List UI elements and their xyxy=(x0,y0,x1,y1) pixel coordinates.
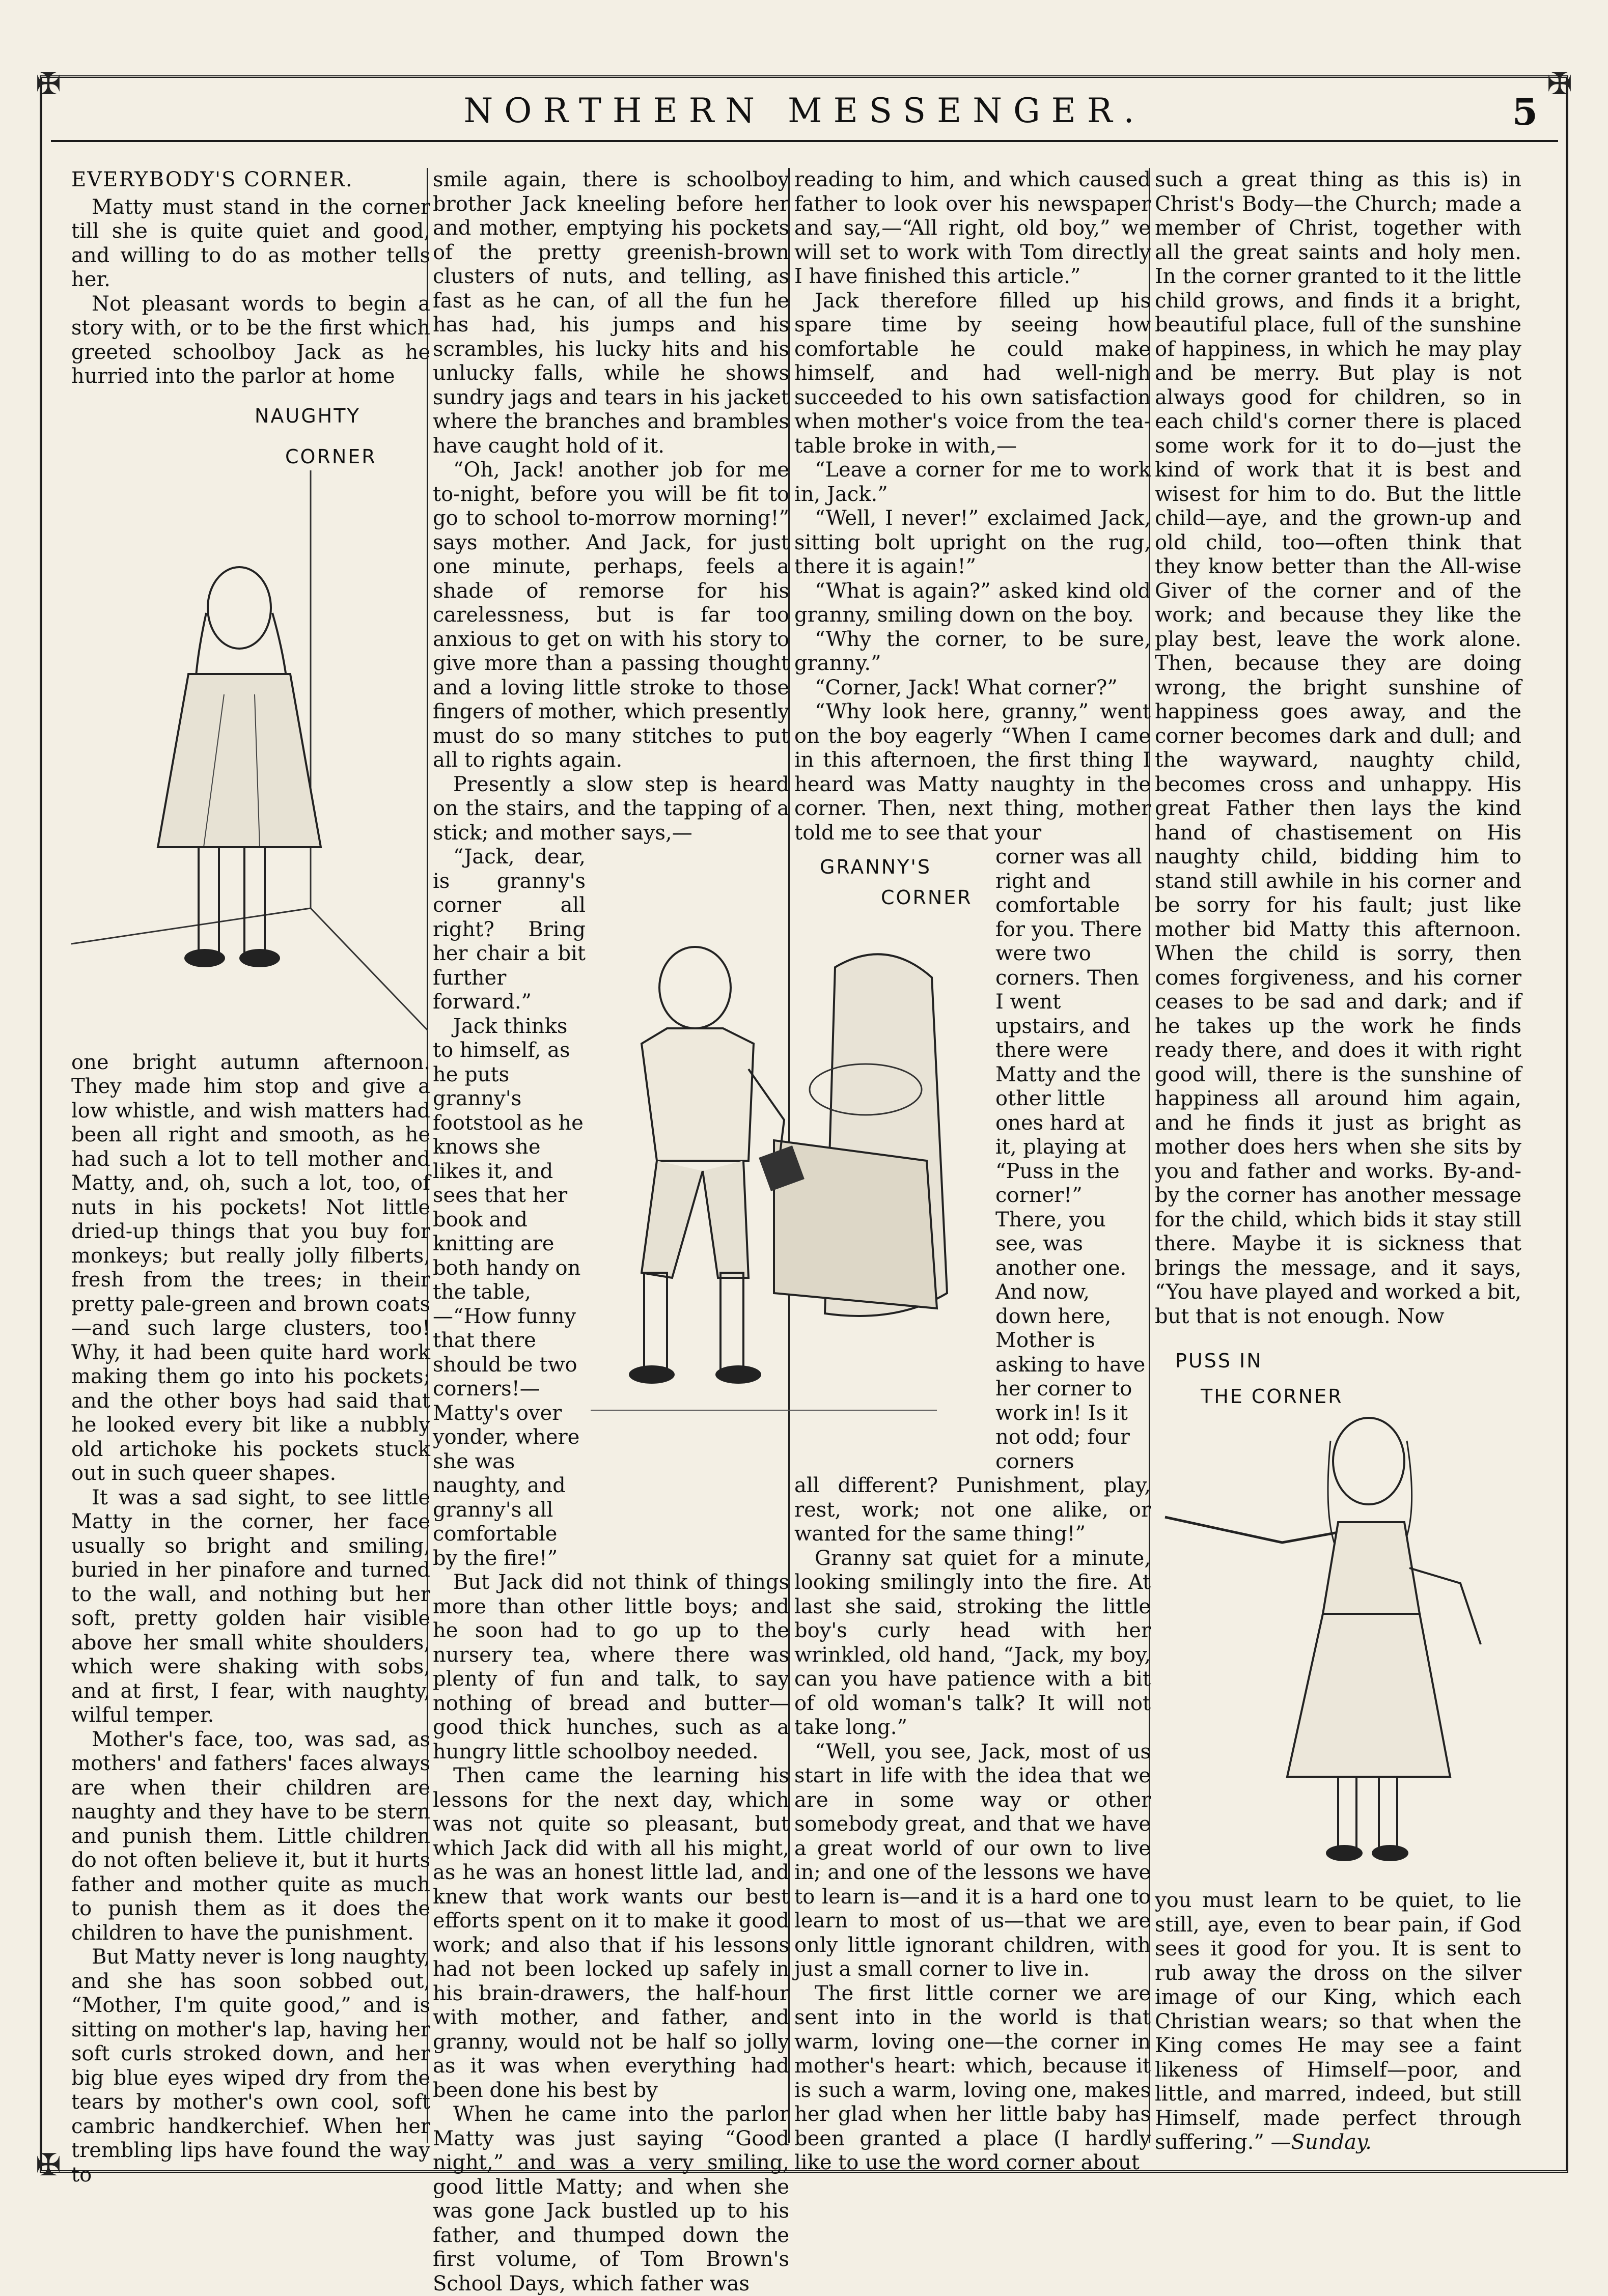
attribution: —Sunday. xyxy=(1270,2131,1372,2154)
paragraph: Jack therefore filled up his spare time by seeing how comfortable he could make himself, and had well-nigh succeeded to his own satisfaction when mother's voice from the tea-table broke in with,— xyxy=(794,289,1151,458)
paragraph: “What is again?” asked kind old granny, smiling down on the boy. xyxy=(794,579,1151,627)
corner-ornament-icon: ✠ xyxy=(35,66,62,102)
closing-text: you must learn to be quiet, to lie still, aye, even to bear pain, if God sees it good for you. It is sent to rub away the dross on the silver image of our King, which each Christian wears; so that when the King comes He may see a faint likeness of Himself—poor, and little, and marred, indeed, but still Himself, made perfect through suffering.” xyxy=(1155,1889,1521,2154)
paragraph: “Well, you see, Jack, most of us start in life with the idea that we are in some way or other somebody great, and that we have a great world of our own to live in; and one of the lessons we have to learn is—and it is a hard one to learn to most of us—that we are only little ignorant children, with just a small corner to live in. xyxy=(794,1740,1151,1981)
paragraph: “Well, I never!” exclaimed Jack, sitting bolt upright on the rug, there it is again!” xyxy=(794,507,1151,578)
column-2 xyxy=(433,168,789,2295)
column-1 xyxy=(71,168,430,2187)
paragraph: Not pleasant words to begin a story with, or to be the first which greeted schoolboy Jack as he hurried into the parlor at home xyxy=(71,292,430,388)
illustration-caption: CORNER xyxy=(285,445,377,468)
girl-playing-drawing xyxy=(1155,1329,1521,1889)
paragraph: “Oh, Jack! another job for me to-night, before you will be fit to go to school to-morrow morning!” says mother. And Jack, for just one minute, perhaps, feels a shade of remorse for his carelessness, but is far too anxious to get on with his story to give more than a passing thought and a loving little stroke to those fingers of mother, which presently must do so many stitches to put all to rights again. xyxy=(433,458,789,772)
illustration-caption: GRANNY'S xyxy=(820,856,931,878)
paragraph: Mother's face, too, was sad, as mothers' and fathers' faces always are when their children are naughty and they have to be stern and punish them. Little children do not often believe it, but it hurts father and mother quite as much to punish them as it does the children to have the punishment. xyxy=(71,1727,430,1945)
illustration-caption: NAUGHTY xyxy=(255,404,361,427)
article-title: EVERYBODY'S CORNER. xyxy=(71,168,353,191)
paragraph: Then came the learning his lessons for the next day, which was not quite so pleasant, but which Jack did with all his might, as he was an honest little lad, and knew that work wants our best efforts spent on it to make it good work; and also that if his lessons had not been locked up safely in his brain-drawers, the half-hour with mother, and father, and granny, would not be half so jolly as it was when everything had been done his best by xyxy=(433,1764,789,2102)
paragraph: reading to him, and which caused father to look over his newspaper and say,—“All right, old boy,” we will set to work with Tom directly I have finished this article.” xyxy=(794,168,1151,288)
paragraph xyxy=(1155,1889,1521,2155)
paragraph: “Why the corner, to be sure, granny.” xyxy=(794,627,1151,675)
corner-ornament-icon: ✠ xyxy=(1546,66,1573,102)
paragraph: The first little corner we are sent into in the world is that warm, loving one—the corner in mother's heart: which, because it is such a warm, loving one, makes her glad when her little baby has been granted a place (I hardly like to use the word corner about xyxy=(794,1981,1151,2174)
girl-in-corner-drawing xyxy=(71,389,430,1051)
paragraph: Presently a slow step is heard on the stairs, and the tapping of a stick; and mother says,— xyxy=(433,772,789,845)
illustration-caption: CORNER xyxy=(881,886,973,909)
column-4 xyxy=(1155,168,1521,2154)
paragraph: corner was all right and comfortable for you. There were two corners. Then I went upstairs, and there were Matty and the other little ones hard at it, playing at “Puss in the corner!” There, you see, was another one. And now, down here, Mother is asking to have her corner to work in! Is it not odd; four corners xyxy=(995,845,1146,1473)
paragraph: Jack thinks to himself, as he puts granny's footstool as he knows she likes it, and sees that her book and knitting are both handy on the table,—“How funny that there should be two corners!—Matty's over yonder, where she was naughty, and granny's all comfortable by the fire!” xyxy=(433,1014,584,1570)
page-number: 5 xyxy=(1512,90,1538,133)
paragraph: Matty must stand in the corner till she is quite quiet and good, and willing to do as mother tells her. xyxy=(71,195,430,291)
paragraph: Granny sat quiet for a minute, looking smilingly into the fire. At last she said, stroking the little boy's curly head with her wrinkled, old hand, “Jack, my boy, can you have patience with a bit of old woman's talk? It will not take long.” xyxy=(794,1546,1151,1739)
column-3 xyxy=(794,168,1151,2174)
paragraph: It was a sad sight, to see little Matty in the corner, her face usually so bright and smiling, buried in her pinafore and turned to the wall, and nothing but her soft, pretty golden hair visible above her small white shoulders, which were shaking with sobs, and at first, I fear, with naughty, wilful temper. xyxy=(71,1486,430,1727)
paragraph: “Corner, Jack! What corner?” xyxy=(815,676,1118,699)
illustration-naughty-corner xyxy=(71,389,430,1051)
paragraph: one bright autumn afternoon. They made him stop and give a low whistle, and wish matters had been all right and smooth, as he had such a lot to tell mother and Matty, and, oh, such a lot, too, of nuts in his pockets! Not little dried-up things that you buy for monkeys; but really jolly filberts, fresh from the trees; in their pretty pale-green and brown coats—and such large clusters, too! Why, it had been quite hard work making them go into his pockets; and the other boys had said that he looked every bit like a nubbly old artichoke his pockets stuck out in such queer shapes. xyxy=(71,1050,430,1485)
paragraph: But Matty never is long naughty, and she has soon sobbed out, “Mother, I'm quite good,” and is sitting on mother's lap, having her soft curls stroked down, and her big blue eyes wiped dry from the tears by mother's own cool, soft cambric handkerchief. When her trembling lips have found the way to xyxy=(71,1945,430,2187)
illustration-caption: THE CORNER xyxy=(1201,1385,1343,1408)
illustration-puss-in-corner xyxy=(1155,1329,1521,1889)
corner-ornament-icon: ✠ xyxy=(35,2147,62,2183)
paragraph: “Leave a corner for me to work in, Jack.” xyxy=(794,458,1151,506)
running-head xyxy=(51,84,1558,142)
paragraph: all different? Punishment, play, rest, work; not one alike, or wanted for the same thing!” xyxy=(794,1474,1151,1546)
illustration-caption: PUSS IN xyxy=(1175,1350,1263,1372)
paragraph: “Jack, dear, is granny's corner all right? Bring her chair a bit further forward.” xyxy=(433,845,586,1014)
paragraph: “Why look here, granny,” went on the boy eagerly “When I came in this afternoen, the first thing I heard was Matty naughty in the corner. Then, next thing, mother told me to see that your xyxy=(794,700,1151,845)
paragraph: such a great thing as this is) in Christ's Body—the Church; made a member of Christ, together with all the great saints and holy men. In the corner granted to it the little child grows, and finds it a bright, beautiful place, full of the sunshine of happiness, in which he may play and be merry. But play is not always good for children, so in each child's corner there is placed some work for it to do—just the kind of work that it is best and wisest for him to do. But the little child—aye, and the grown-up and old child, too—often think that they know better than the All-wise Giver of the corner and of the work; and because they like the play best, leave the work alone. Then, because they are doing wrong, the bright sunshine of happiness goes away, and the corner becomes dark and dull; and the wayward, naughty child, becomes cross and unhappy. His great Father then lays the kind hand of chastisement on His naughty child, bidding him to stand still awhile in his corner and be sorry for his fault; just like mother bid Matty this afternoon. When the child is sorry, then comes forgiveness, and his corner ceases to be sad and dark; and if he takes up the work he finds ready there, and does it with right good will, there is the sunshine of happiness all around him again, and he finds it just as bright as mother does hers when she sits by you and father and works. By-and-by the corner has another message for the child, which bids it stay still there. Maybe it is sickness that brings the message, and it says, “You have played and worked a bit, but that is not enough. Now xyxy=(1155,168,1521,1328)
paragraph: But Jack did not think of things more than other little boys; and he soon had to go up to the nursery tea, where there was plenty of fun and talk, to say nothing of bread and butter—good thick hunches, such as a hungry little schoolboy needed. xyxy=(433,1571,789,1763)
masthead: NORTHERN MESSENGER. xyxy=(463,91,1146,130)
paragraph: smile again, there is schoolboy brother Jack kneeling before her and mother, emptying his pockets of the pretty greenish-brown clusters of nuts, and telling, as fast as he can, of all the fun he has had, his jumps and his scrambles, his lucky hits and his unlucky falls, while he shows sundry jags and tears in his jacket where the branches and brambles have caught hold of it. xyxy=(433,168,789,458)
paragraph: When he came into the parlor Matty was just saying “Good night,” and was a very smiling, good little Matty; and when she was gone Jack bustled up to his father, and thumped down the first volume, of Tom Brown's School Days, which father was xyxy=(433,2103,789,2295)
